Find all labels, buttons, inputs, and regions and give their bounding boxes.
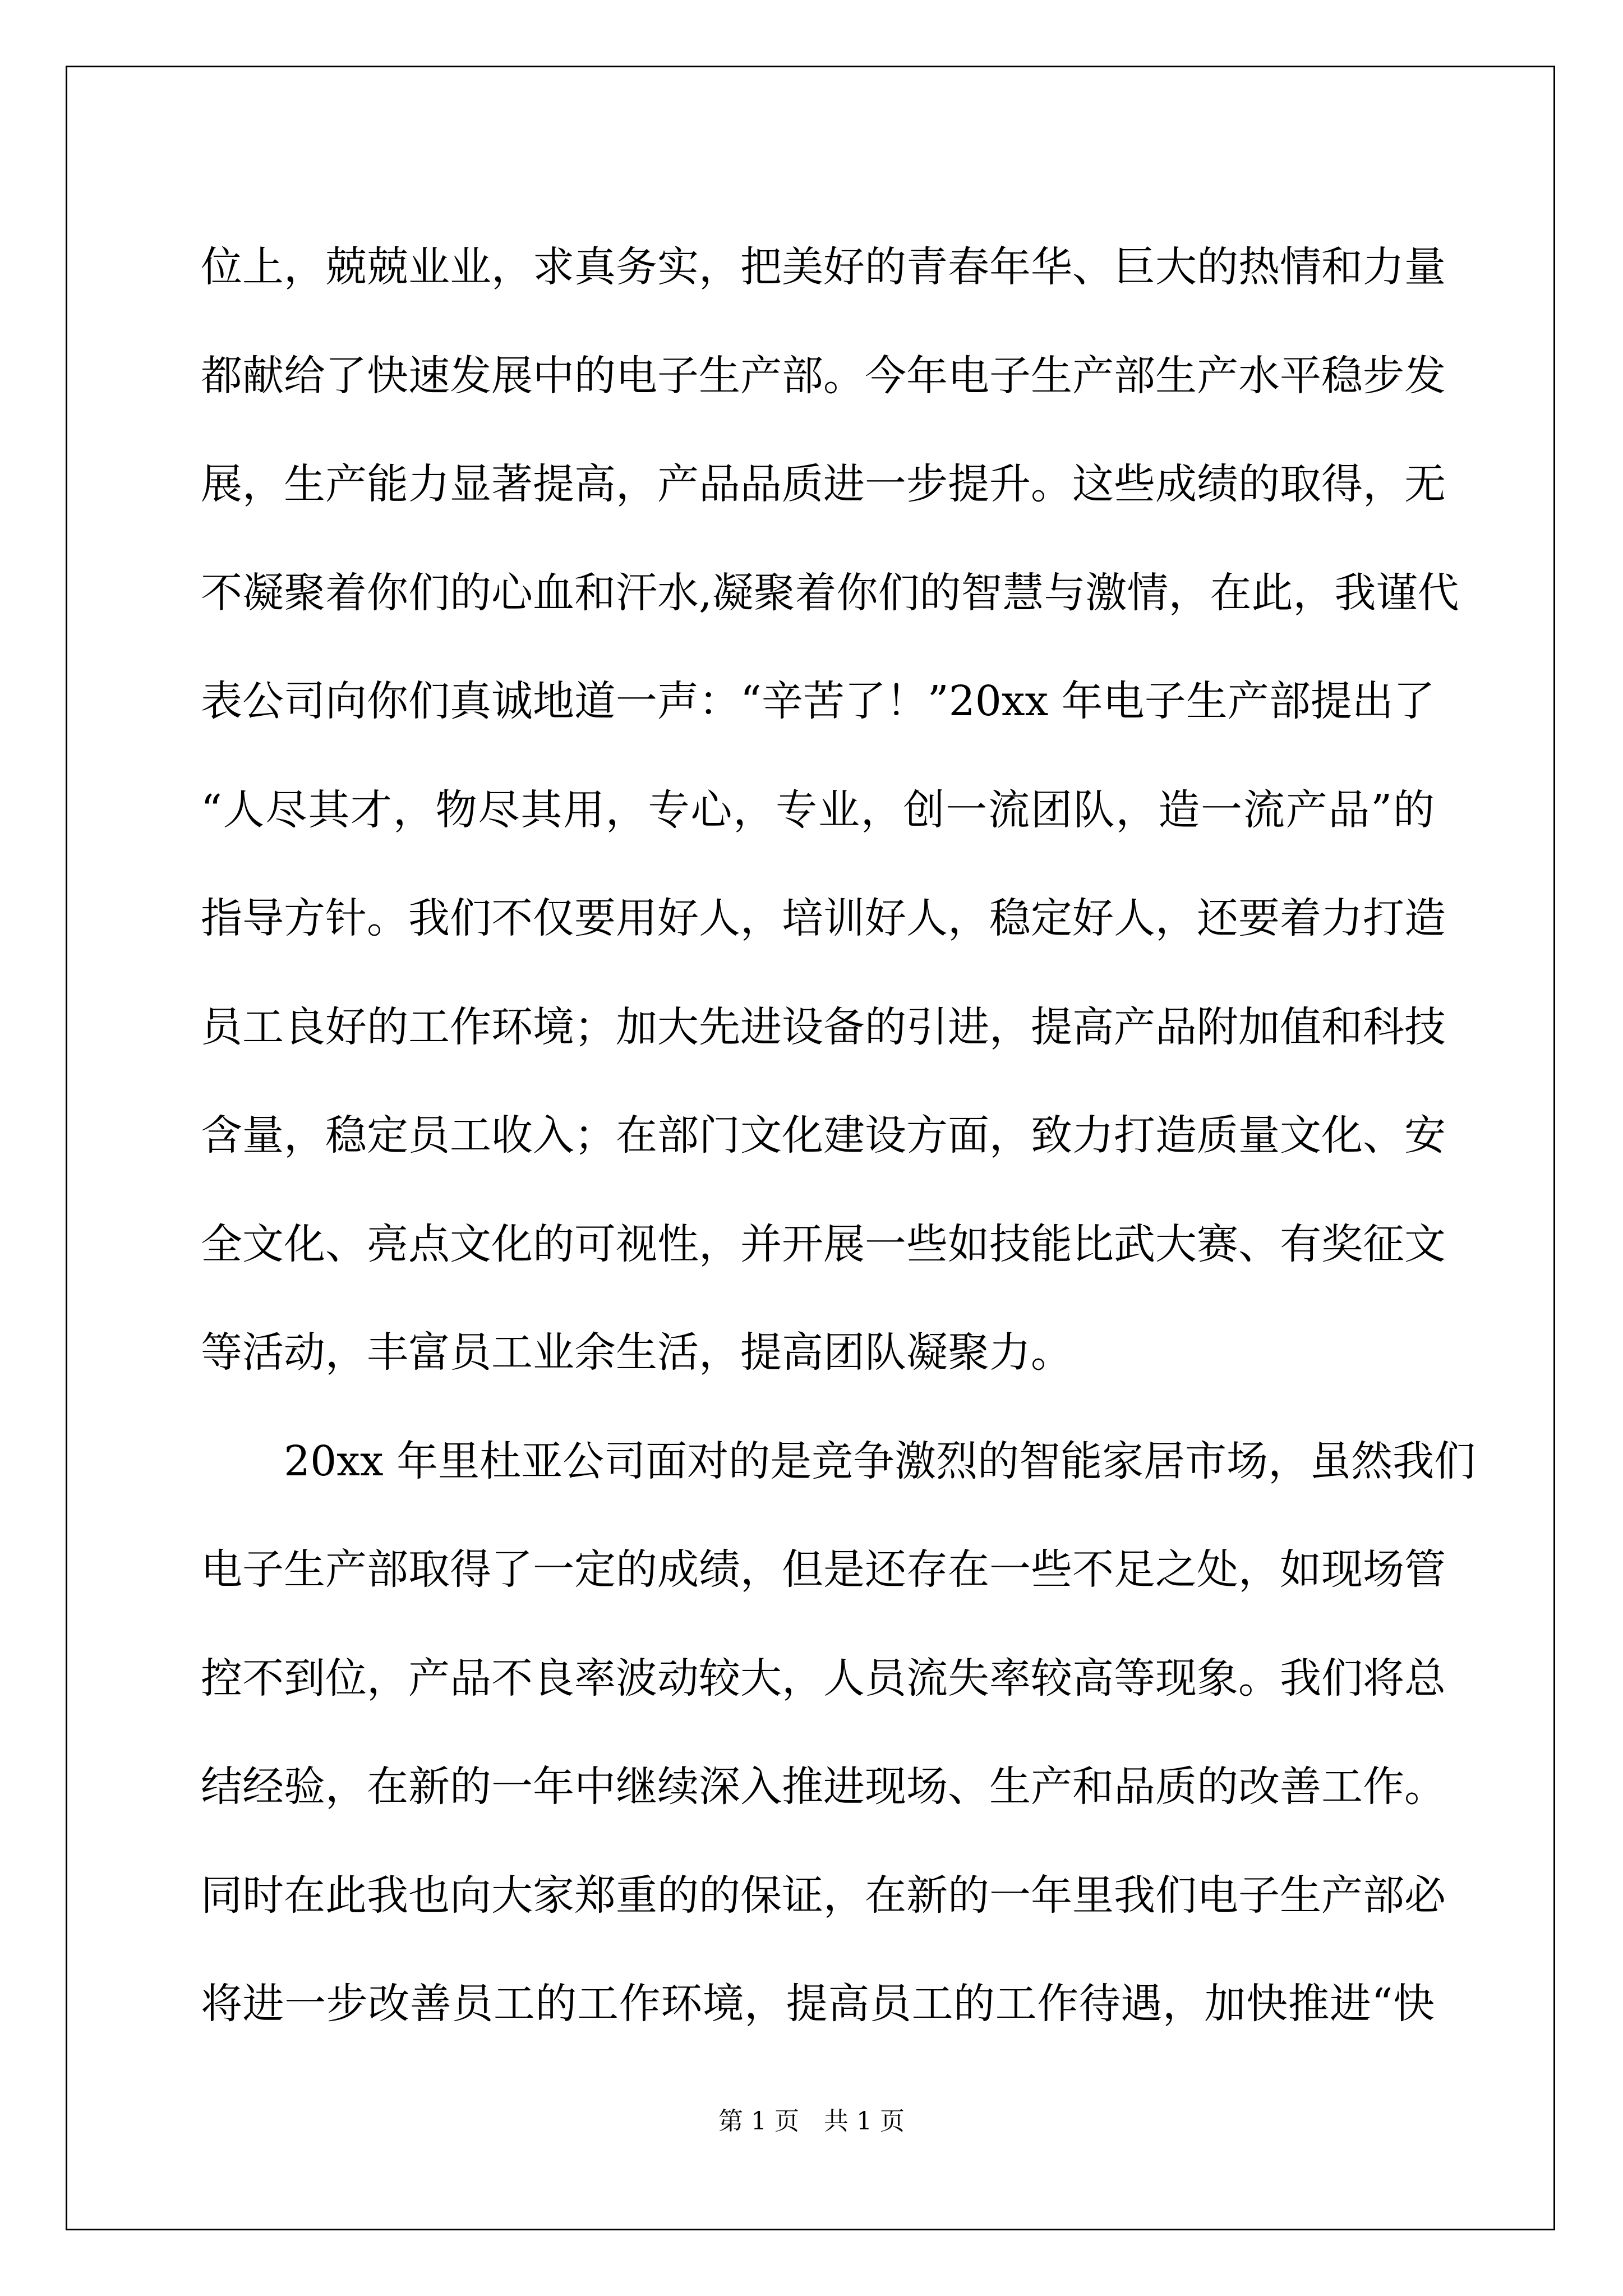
- text-line: 结经验，在新的一年中继续深入推进现场、生产和品质的改善工作。: [201, 1763, 1446, 1811]
- text-line: “人尽其才，物尽其用，专心，专业，创一流团队，造一流产品”的: [201, 785, 1435, 834]
- text-line: 电子生产部取得了一定的成绩，但是还存在一些不足之处，如现场管: [201, 1545, 1446, 1594]
- document-body: [201, 213, 1476, 2059]
- text-line: 都献给了快速发展中的电子生产部。今年电子生产部生产水平稳步发: [201, 351, 1446, 400]
- paragraph-end-line: 等活动，丰富员工业余生活，提高团队凝聚力。: [201, 1328, 1072, 1377]
- text-line: 将进一步改善员工的工作环境，提高员工的工作待遇，加快推进“快: [201, 1980, 1435, 2028]
- text-line: 位上，兢兢业业，求真务实，把美好的青春年华、巨大的热情和力量: [201, 243, 1446, 291]
- text-line: 表公司向你们真诚地道一声：“辛苦了！”20xx 年电子生产部提出了: [201, 677, 1435, 725]
- page-number-footer: 第 1 页 共 1 页: [718, 2107, 905, 2136]
- text-line: 同时在此我也向大家郑重的的保证，在新的一年里我们电子生产部必: [201, 1871, 1446, 1920]
- text-line: 控不到位，产品不良率波动较大，人员流失率较高等现象。我们将总: [201, 1654, 1446, 1703]
- text-line: 含量，稳定员工收入；在部门文化建设方面，致力打造质量文化、安: [201, 1111, 1446, 1159]
- text-line: 不凝聚着你们的心血和汗水,凝聚着你们的智慧与激情，在此，我谨代: [201, 568, 1459, 617]
- text-line: 展，生产能力显著提高，产品品质进一步提升。这些成绩的取得，无: [201, 460, 1446, 508]
- text-line: 全文化、亮点文化的可视性，并开展一些如技能比武大赛、有奖征文: [201, 1220, 1446, 1268]
- text-line: 指导方针。我们不仅要用好人，培训好人，稳定好人，还要着力打造: [201, 894, 1446, 942]
- text-line: 员工良好的工作环境；加大先进设备的引进，提高产品附加值和科技: [201, 1002, 1446, 1051]
- paragraph-start-line: 20xx 年里杜亚公司面对的是竞争激烈的智能家居市场，虽然我们: [201, 1437, 1476, 1485]
